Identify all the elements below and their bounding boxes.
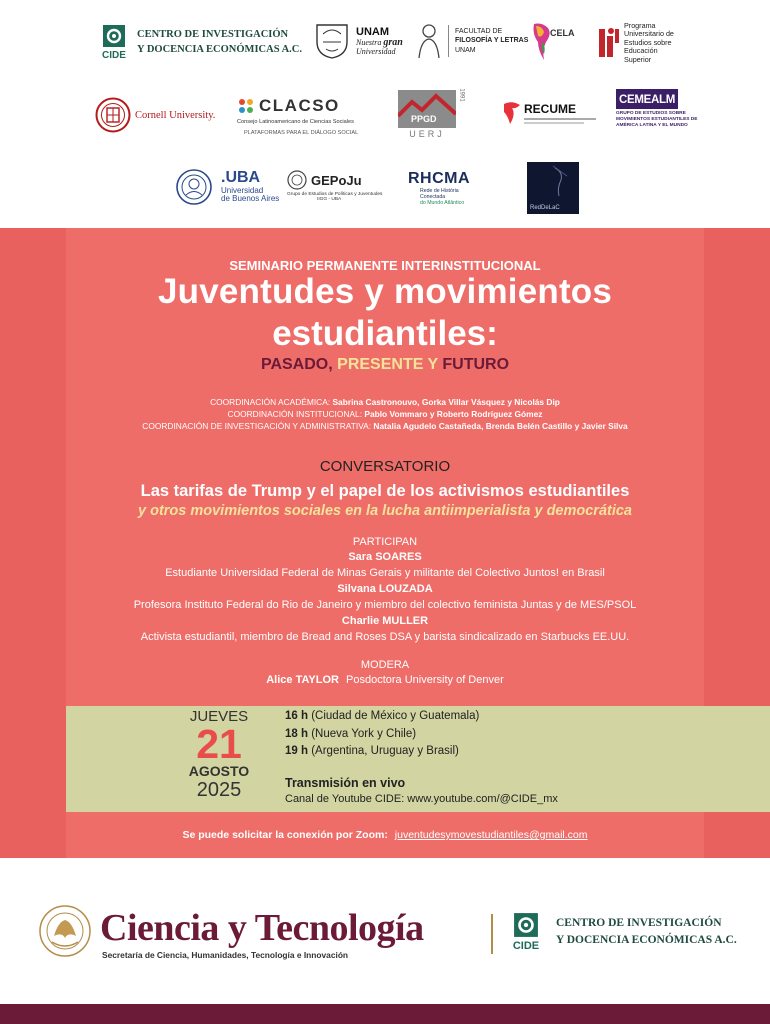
time-hour: 16 h bbox=[285, 710, 309, 722]
unam-logo bbox=[314, 22, 403, 60]
time-place: (Argentina, Uruguay y Brasil) bbox=[311, 745, 459, 757]
uba-line1: Universidad bbox=[221, 186, 264, 195]
date-weekday: JUEVES bbox=[189, 708, 249, 725]
coordination-line bbox=[0, 396, 770, 408]
coordination-block bbox=[0, 396, 770, 432]
programa-logo bbox=[598, 22, 674, 64]
subtitle-pasado: PASADO, bbox=[260, 356, 333, 373]
moderator-heading: MODERA bbox=[360, 659, 410, 671]
cemealm-line1: GRUPO DE ESTUDIOS SOBRE bbox=[616, 111, 686, 116]
rhcma-brand: RHCMA bbox=[408, 170, 471, 187]
talk-title-line1: Las tarifas de Trump y el papel de los activismos estudiantiles bbox=[140, 482, 630, 500]
unam-sub3: Universidad bbox=[356, 46, 396, 56]
time-hour: 18 h bbox=[285, 727, 309, 740]
coordination-names: Sabrina Castronouvo, Gorka Villar Vásquez y Nicolás Dip bbox=[332, 397, 560, 407]
participant-desc: Profesora Instituto Federal do Rio de Janeiro y miembro del colectivo feminista Juntas y de MES/PSOL bbox=[133, 599, 637, 611]
time-row bbox=[285, 708, 479, 726]
date-month: AGOSTO bbox=[188, 763, 250, 779]
gepoju-brand: GEPoJu bbox=[311, 172, 362, 188]
cide-logo bbox=[97, 24, 302, 61]
cide-emblem-icon bbox=[102, 24, 126, 48]
cornell-brand: Cornell University. bbox=[135, 109, 216, 121]
rhcma-line3: do Mundo Atlântico bbox=[420, 200, 465, 207]
ffyl-line2: FILOSOFÍA Y LETRAS bbox=[455, 37, 529, 45]
coordination-label: COORDINACIÓN INSTITUCIONAL: bbox=[227, 409, 363, 419]
time-row bbox=[285, 726, 479, 744]
participant-name: Charlie MULLER bbox=[341, 615, 429, 627]
date-year: 2025 bbox=[196, 779, 242, 801]
coordination-line bbox=[0, 420, 770, 432]
date-block bbox=[166, 708, 272, 801]
event-poster bbox=[0, 228, 770, 858]
coordination-label: COORDINACIÓN ACADÉMICA: bbox=[210, 397, 331, 407]
uba-brand: .UBA bbox=[221, 169, 261, 187]
programa-line3: Estudios sobre bbox=[624, 37, 672, 47]
cemealm-brand: CEMEALM bbox=[619, 94, 676, 106]
footer bbox=[0, 858, 770, 1024]
recume-mark-icon bbox=[502, 100, 522, 126]
subtitle-futuro: FUTURO bbox=[442, 356, 510, 373]
ppgd-logo bbox=[398, 88, 465, 139]
title-line1: Juventudes y movimientos bbox=[157, 272, 613, 311]
recume-logo bbox=[502, 100, 596, 126]
cide-line1: CENTRO DE INVESTIGACIÓN bbox=[137, 29, 289, 41]
footer-cide-emblem-icon bbox=[513, 912, 539, 938]
programa-mark-icon bbox=[598, 26, 620, 60]
stream-heading: Transmisión en vivo bbox=[285, 776, 406, 790]
footer-title: Ciencia y Tecnología bbox=[100, 907, 424, 949]
unam-brand: UNAM bbox=[356, 25, 389, 38]
time-place: (Ciudad de México y Guatemala) bbox=[311, 710, 480, 722]
clacso-dots-icon bbox=[237, 97, 255, 115]
gepoju-line2: IIGG - UBA bbox=[317, 197, 342, 202]
ffyl-line3: UNAM bbox=[455, 46, 476, 54]
programa-line1: Programa bbox=[624, 21, 656, 30]
rhcma-logo bbox=[408, 170, 470, 207]
coordination-label: COORDINACIÓN DE INVESTIGACIÓN Y ADMINISTRATIVA: bbox=[142, 421, 372, 431]
time-hour: 19 h bbox=[285, 745, 309, 757]
cela-brand: CELA bbox=[550, 28, 575, 38]
rhcma-line2: Conectada bbox=[420, 194, 446, 201]
cela-logo bbox=[530, 20, 575, 62]
schedule-band bbox=[66, 706, 770, 812]
gepoju-logo bbox=[287, 170, 382, 202]
recume-brand: RECUME bbox=[524, 101, 577, 116]
uba-line2: de Buenos Aires bbox=[221, 194, 280, 204]
ffyl-logo bbox=[416, 22, 528, 60]
clacso-line2: PLATAFORMAS PARA EL DIÁLOGO SOCIAL bbox=[244, 130, 359, 136]
gepoju-line1: Grupo de Estudios de Políticas y Juventudes bbox=[287, 192, 383, 197]
coordination-names: Natalia Agudelo Castañeda, Brenda Belén Castillo y Javier Silva bbox=[373, 421, 628, 431]
clacso-line1: Consejo Latinoamericano de Ciencias Sociales bbox=[237, 119, 354, 125]
seminar-kicker: SEMINARIO PERMANENTE INTERINSTITUCIONAL bbox=[229, 258, 541, 273]
cemealm-line3: AMÉRICA LATINA Y EL MUNDO bbox=[616, 122, 688, 128]
moderator-name: Alice TAYLOR bbox=[266, 674, 339, 686]
ppgd-year: 1991 bbox=[458, 88, 465, 102]
uba-logo bbox=[175, 168, 279, 206]
date-day: 21 bbox=[196, 721, 242, 767]
footer-bar bbox=[0, 1004, 770, 1024]
cela-map-icon bbox=[530, 20, 556, 62]
time-place: (Nueva York y Chile) bbox=[311, 727, 417, 740]
footer-divider bbox=[491, 914, 493, 954]
coordination-line bbox=[0, 408, 770, 420]
participant-name: Sara SOARES bbox=[348, 551, 422, 563]
coordination-names: Pablo Vommaro y Roberto Rodríguez Gómez bbox=[364, 409, 543, 419]
talk-kind: CONVERSATORIO bbox=[319, 458, 451, 475]
subtitle-presente: PRESENTE Y bbox=[337, 356, 438, 373]
zoom-email-link[interactable]: juventudesymovestudiantiles@gmail.com bbox=[394, 829, 588, 841]
footer-subtitle: Secretaría de Ciencia, Humanidades, Tecnología e Innovación bbox=[102, 950, 349, 960]
ppgd-sub: UERJ bbox=[409, 129, 445, 139]
logo-header bbox=[0, 0, 770, 228]
clacso-brand: CLACSO bbox=[259, 96, 340, 115]
moderator-desc: Posdoctora University of Denver bbox=[346, 674, 504, 686]
redelac-map-icon bbox=[527, 162, 579, 200]
ppgd-brand: PPGD bbox=[411, 114, 437, 124]
cemealm-logo bbox=[616, 89, 697, 129]
participants-heading: PARTICIPAN bbox=[352, 536, 418, 548]
participant-desc: Estudiante Universidad Federal de Minas Gerais y militante del Colectivo Juntos! en Brasil bbox=[165, 567, 605, 579]
zoom-label: Se puede solicitar la conexión por Zoom: bbox=[182, 829, 388, 841]
programa-line2: Universitario de bbox=[624, 29, 674, 39]
participant-name: Silvana LOUZADA bbox=[337, 583, 433, 595]
unam-shield-icon bbox=[314, 22, 350, 60]
redelac-logo bbox=[527, 162, 579, 214]
cornell-seal-icon bbox=[95, 97, 131, 133]
subtitle bbox=[0, 356, 770, 374]
time-row bbox=[285, 743, 479, 761]
stream-channel-link[interactable]: Canal de Youtube CIDE: www.youtube.com/@CIDE_mx bbox=[285, 793, 558, 805]
ffyl-figure-icon bbox=[416, 22, 442, 60]
footer-cide-logo bbox=[508, 912, 737, 952]
redelac-brand: RedDeLaC bbox=[530, 205, 560, 211]
footer-cide-line1: CENTRO DE INVESTIGACIÓN bbox=[556, 917, 722, 930]
title-line2: estudiantiles: bbox=[272, 314, 498, 353]
footer-cide-line2: Y DOCENCIA ECONÓMICAS A.C. bbox=[556, 934, 737, 946]
zoom-line bbox=[0, 829, 770, 841]
clacso-logo bbox=[237, 96, 358, 136]
participant-desc: Activista estudiantil, miembro de Bread and Roses DSA y barista sindicalizado en Starbucks EE.UU. bbox=[140, 631, 630, 643]
talk-title-line2: y otros movimientos sociales en la lucha antiimperialista y democrática bbox=[138, 503, 632, 519]
gepoju-seal-icon bbox=[287, 170, 307, 190]
times-block bbox=[285, 708, 479, 761]
programa-line5: Superior bbox=[624, 54, 652, 64]
cemealm-line2: MOVIMIENTOS ESTUDIANTILES DE bbox=[616, 116, 698, 122]
ffyl-line1: FACULTAD DE bbox=[455, 27, 503, 35]
moderator-line bbox=[0, 674, 770, 686]
mexico-seal-icon bbox=[38, 904, 92, 958]
unam-sub1: Nuestra bbox=[356, 37, 382, 47]
unam-sub2: gran bbox=[383, 36, 403, 48]
cide-line2: Y DOCENCIA ECONÓMICAS A.C. bbox=[137, 43, 303, 55]
cornell-logo bbox=[95, 97, 215, 133]
uba-seal-icon bbox=[175, 168, 213, 206]
programa-line4: Educación bbox=[624, 46, 658, 56]
cide-brand: CIDE bbox=[102, 50, 126, 61]
rhcma-line1: Rede de História bbox=[420, 188, 459, 194]
footer-cide-brand: CIDE bbox=[512, 940, 540, 952]
